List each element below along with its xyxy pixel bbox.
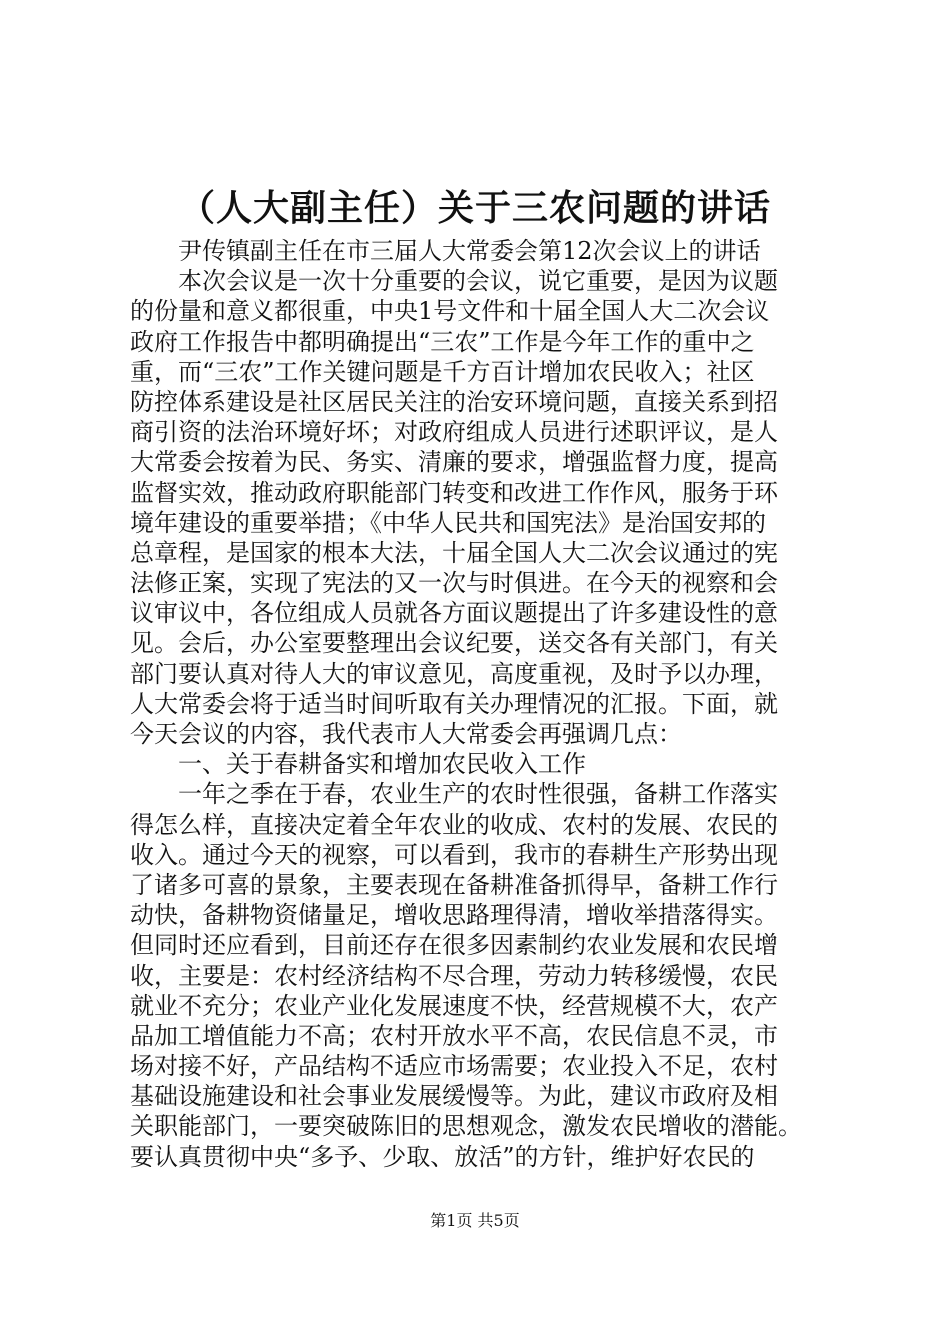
body-line: 一年之季在于春，农业生产的农时性很强，备耕工作落实 xyxy=(130,780,778,809)
body-line: 尹传镇副主任在市三届人大常委会第12次会议上的讲话 xyxy=(130,237,761,265)
body-line: 见。会后，办公室要整理出会议纪要，送交各有关部门，有关 xyxy=(130,629,778,658)
body-line: 重，而“三农”工作关键问题是千方百计增加农民收入；社区 xyxy=(130,357,755,386)
body-line: 的份量和意义都很重，中央1号文件和十届全国人大二次会议 xyxy=(130,297,770,326)
body-line: 人大常委会将于适当时间听取有关办理情况的汇报。下面，就 xyxy=(130,689,778,718)
body-line: 了诸多可喜的景象，主要表现在备耕准备抓得早，备耕工作行 xyxy=(130,870,778,899)
body-line: 政府工作报告中都明确提出“三农”工作是今年工作的重中之 xyxy=(130,327,755,356)
body-line: 得怎么样，直接决定着全年农业的收成、农村的发展、农民的 xyxy=(130,810,778,839)
body-line: 收入。通过今天的视察，可以看到，我市的春耕生产形势出现 xyxy=(130,840,778,869)
body-line: 大常委会按着为民、务实、清廉的要求，增强监督力度，提高 xyxy=(130,448,778,477)
body-line: 但同时还应看到，目前还存在很多因素制约农业发展和农民增 xyxy=(130,931,778,960)
body-line: 境年建设的重要举措；《中华人民共和国宪法》是治国安邦的 xyxy=(130,508,766,537)
body-line: 就业不充分；农业产业化发展速度不快，经营规模不大，农产 xyxy=(130,991,778,1020)
body-line: 总章程，是国家的根本大法，十届全国人大二次会议通过的宪 xyxy=(130,538,778,567)
body-line: 要认真贯彻中央“多予、少取、放活”的方针，维护好农民的 xyxy=(130,1142,755,1171)
body-line: 法修正案，实现了宪法的又一次与时俱进。在今天的视察和会 xyxy=(130,569,778,598)
body-line: 关职能部门，一要突破陈旧的思想观念，激发农民增收的潜能。 xyxy=(130,1112,802,1141)
body-line: 商引资的法治环境好坏；对政府组成人员进行述职评议，是人 xyxy=(130,418,778,447)
body-line: 监督实效，推动政府职能部门转变和改进工作作风，服务于环 xyxy=(130,478,778,507)
body-line: 一、关于春耕备实和增加农民收入工作 xyxy=(130,750,586,779)
page-footer: 第1页 共5页 xyxy=(430,1211,520,1230)
document-body xyxy=(130,236,830,1172)
body-line: 基础设施建设和社会事业发展缓慢等。为此，建议市政府及相 xyxy=(130,1082,778,1111)
body-line: 品加工增值能力不高；农村开放水平不高，农民信息不灵，市 xyxy=(130,1021,778,1050)
body-line: 本次会议是一次十分重要的会议，说它重要，是因为议题 xyxy=(130,267,778,296)
body-line: 今天会议的内容，我代表市人大常委会再强调几点： xyxy=(130,720,682,748)
body-line: 收，主要是：农村经济结构不尽合理，劳动力转移缓慢，农民 xyxy=(130,961,778,990)
body-line: 防控体系建设是社区居民关注的治安环境问题，直接关系到招 xyxy=(130,387,778,416)
document-title: （人大副主任）关于三农问题的讲话 xyxy=(178,187,771,229)
body-line: 议审议中，各位组成人员就各方面议题提出了许多建设性的意 xyxy=(130,599,778,628)
body-line: 场对接不好，产品结构不适应市场需要；农业投入不足，农村 xyxy=(130,1052,778,1081)
body-line: 部门要认真对待人大的审议意见，高度重视，及时予以办理， xyxy=(130,659,778,688)
body-line: 动快，备耕物资储量足，增收思路理得清，增收举措落得实。 xyxy=(130,901,778,930)
